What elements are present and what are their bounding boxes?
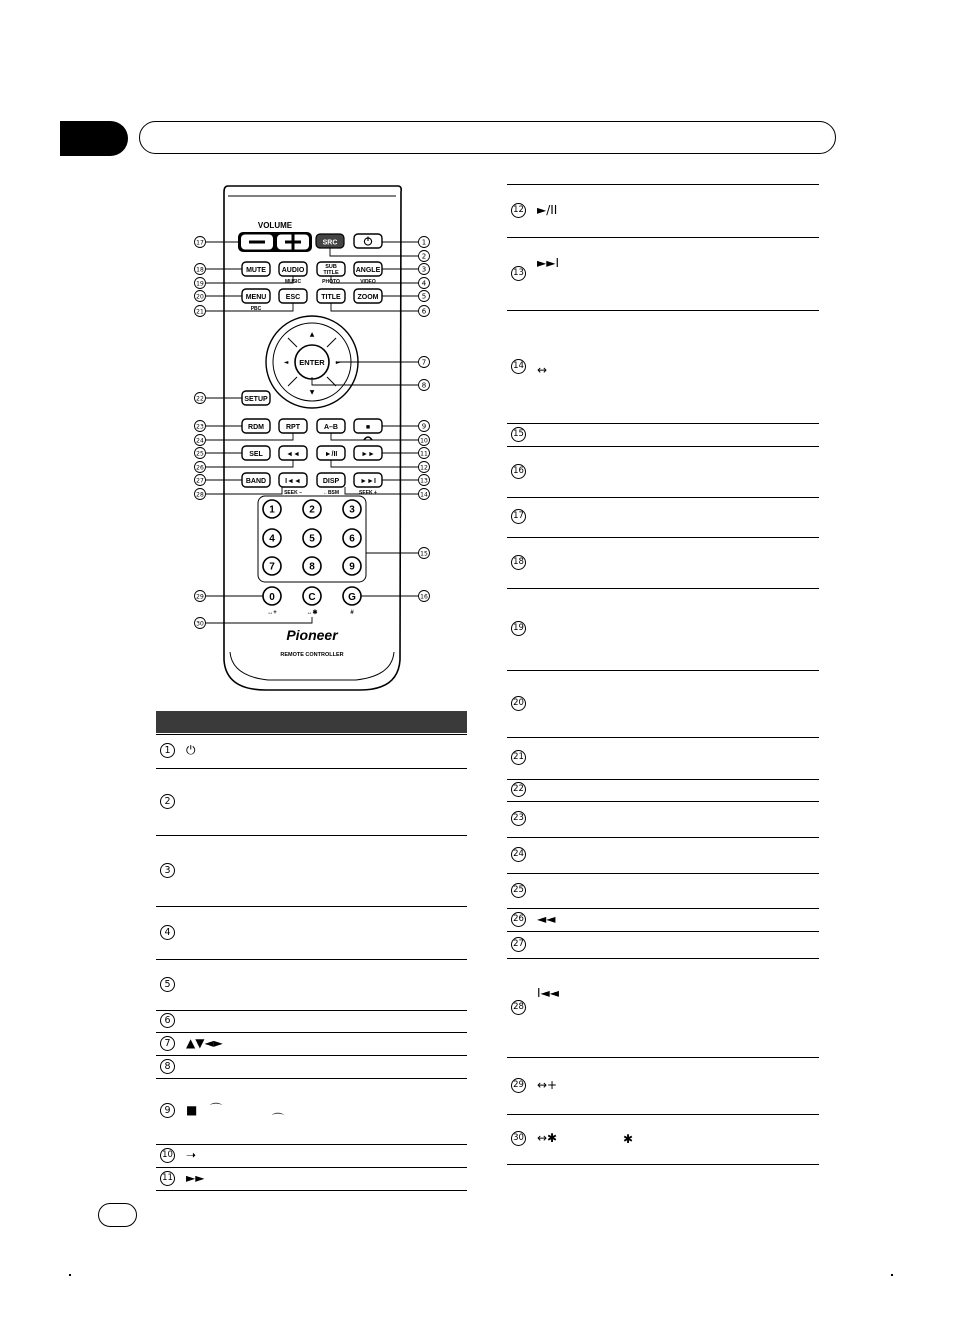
row-number-22: 22 [511, 782, 526, 797]
row-number-9: 9 [160, 1103, 175, 1118]
callout-26: 26 [196, 464, 204, 472]
pbc-sublabel: PBC [250, 306, 262, 312]
row-symbol-1: ⏻ [186, 743, 196, 757]
g-label: G [348, 592, 356, 603]
callout-27: 27 [196, 477, 204, 485]
table-row [507, 737, 819, 779]
callout-1: 1 [421, 238, 427, 247]
left-arrow-icon[interactable]: ◄ [283, 359, 289, 366]
ab-button[interactable] [317, 419, 345, 433]
remote-controller-label: REMOTE CONTROLLER [280, 652, 344, 658]
row-number-12: 12 [511, 203, 526, 218]
row-number-29: 29 [511, 1078, 526, 1093]
mute-label: MUTE [246, 267, 266, 274]
callout-29: 29 [196, 593, 204, 601]
down-arrow-icon[interactable]: ▼ [309, 389, 315, 396]
callout-10: 10 [420, 437, 428, 445]
previous-icon: I◄◄ [285, 478, 301, 485]
angle-button[interactable] [354, 262, 382, 276]
corner-mark-left [69, 1274, 71, 1276]
previous-button[interactable] [279, 473, 307, 487]
table-row [156, 906, 467, 959]
play-pause-button[interactable] [317, 446, 345, 460]
row-symbol-29: ↔+ [537, 1077, 558, 1092]
callout-11: 11 [420, 450, 428, 458]
table-row-divider [156, 1190, 467, 1191]
menu-button[interactable] [242, 289, 270, 303]
disp-button[interactable] [317, 473, 345, 487]
row-number-25: 25 [511, 883, 526, 898]
callout-19: 19 [196, 280, 204, 288]
digit-7-button[interactable] [263, 557, 281, 575]
callout-20: 20 [196, 293, 204, 301]
table-row [507, 779, 819, 801]
rpt-button[interactable] [279, 419, 307, 433]
callout-4: 4 [421, 279, 427, 288]
row-symbol-extra-9-1: ⌒ [272, 1112, 285, 1126]
row-symbol-28: I◄◄ [537, 985, 559, 1000]
callout-13: 13 [420, 477, 428, 485]
table-row [507, 588, 819, 670]
row-symbol-9: ■ [186, 1103, 198, 1117]
zoom-label: ZOOM [357, 294, 379, 301]
title-button[interactable] [317, 289, 345, 303]
callout-28: 28 [196, 491, 204, 499]
up-arrow-icon[interactable]: ▲ [309, 331, 315, 338]
callout-18: 18 [196, 266, 204, 274]
table-row [507, 837, 819, 873]
callout-17: 17 [196, 239, 204, 247]
band-label: BAND [245, 478, 267, 485]
table-row [156, 959, 467, 1010]
row-symbol-13: ►►I [537, 255, 559, 270]
digit-1-button[interactable] [263, 500, 281, 518]
digit-8-label: 8 [309, 561, 315, 573]
table-row [156, 734, 467, 768]
audio-button[interactable] [279, 262, 307, 276]
callout-30: 30 [196, 620, 204, 628]
digit-6-label: 6 [349, 533, 355, 545]
row-number-28: 28 [511, 1000, 526, 1015]
right-arrow-icon[interactable]: ► [335, 359, 341, 366]
callout-9: 9 [421, 422, 427, 431]
pioneer-logo: Pioneer [286, 627, 338, 643]
rewind-button[interactable] [279, 446, 307, 460]
callout-24: 24 [196, 437, 204, 445]
table-row [156, 1078, 467, 1144]
volume-label: VOLUME [257, 221, 293, 230]
callout-7: 7 [421, 358, 427, 367]
table-row [507, 931, 819, 958]
page-number-badge [98, 1203, 137, 1227]
digit-7-label: 7 [269, 561, 275, 573]
row-number-30: 30 [511, 1131, 526, 1146]
row-number-3: 3 [160, 863, 175, 878]
row-symbol-7: ▲▼◄► [186, 1035, 223, 1050]
digit-9-label: 9 [349, 561, 355, 573]
callout-21: 21 [196, 308, 204, 316]
digit-5-button[interactable] [303, 529, 321, 547]
row-symbol-30: ↔✱ [537, 1131, 558, 1145]
callout-12: 12 [420, 464, 428, 472]
row-number-10: 10 [160, 1148, 175, 1163]
table-row [507, 801, 819, 837]
row-number-2: 2 [160, 794, 175, 809]
rpt-label: RPT [286, 424, 300, 431]
digit-8-button[interactable] [303, 557, 321, 575]
stop-button[interactable] [354, 419, 382, 433]
rdm-button[interactable] [242, 419, 270, 433]
row-number-7: 7 [160, 1036, 175, 1051]
rewind-icon: ◄◄ [286, 451, 300, 458]
table-row [156, 835, 467, 906]
row-number-17: 17 [511, 509, 526, 524]
fast-forward-button[interactable] [354, 446, 382, 460]
callout-15: 15 [420, 550, 428, 558]
digit-9-button[interactable] [343, 557, 361, 575]
angle-label: ANGLE [355, 267, 381, 274]
rdm-label: RDM [248, 424, 264, 431]
row-number-24: 24 [511, 847, 526, 862]
next-icon: ►►I [360, 478, 376, 485]
left-table-header [156, 711, 467, 733]
table-row [507, 958, 819, 1057]
callout-16: 16 [420, 593, 428, 601]
subtitle-label-1: SUB [325, 264, 337, 270]
g-button[interactable] [343, 587, 361, 605]
row-number-11: 11 [160, 1171, 175, 1186]
row-number-1: 1 [160, 743, 175, 758]
src-button-label: SRC [322, 239, 338, 247]
zero-label: 0 [269, 592, 275, 603]
table-row [156, 1144, 467, 1167]
ab-label: A–B [323, 424, 339, 431]
table-row [507, 423, 819, 446]
g-sublabel: # [350, 610, 354, 616]
callout-3: 3 [421, 265, 427, 274]
zero-sublabel: ↔+ [267, 610, 277, 616]
photo-sublabel: PHOTO [322, 279, 340, 285]
esc-label: ESC [285, 294, 301, 301]
enter-label: ENTER [299, 358, 325, 367]
row-number-5: 5 [160, 977, 175, 992]
row-number-18: 18 [511, 555, 526, 570]
seek-plus-sublabel: SEEK + [359, 490, 377, 496]
digit-3-label: 3 [349, 504, 355, 516]
row-symbol-extra-9-0: ⌒ [210, 1102, 223, 1116]
corner-mark-right [891, 1274, 893, 1276]
play-pause-icon: ►/II [324, 451, 338, 458]
table-row [507, 670, 819, 737]
row-number-15: 15 [511, 427, 526, 442]
audio-label: AUDIO [281, 267, 305, 274]
video-sublabel: VIDEO [360, 279, 376, 285]
c-button[interactable] [303, 587, 321, 605]
row-number-23: 23 [511, 811, 526, 826]
digit-2-button[interactable] [303, 500, 321, 518]
callout-14: 14 [420, 491, 428, 499]
digit-2-label: 2 [309, 504, 315, 516]
callout-22: 22 [196, 395, 204, 403]
digit-6-button[interactable] [343, 529, 361, 547]
digit-3-button[interactable] [343, 500, 361, 518]
esc-button[interactable] [279, 289, 307, 303]
table-row-divider [507, 1164, 819, 1165]
row-symbol-10: ➝ [186, 1147, 197, 1162]
row-number-16: 16 [511, 464, 526, 479]
callout-23: 23 [196, 423, 204, 431]
section-tab [60, 121, 128, 156]
digit-5-label: 5 [309, 533, 315, 545]
zoom-button[interactable] [354, 289, 382, 303]
callout-8: 8 [421, 381, 427, 390]
table-row [507, 237, 819, 310]
zero-button[interactable] [263, 587, 281, 605]
table-row [507, 310, 819, 423]
callout-25: 25 [196, 450, 204, 458]
row-number-13: 13 [511, 266, 526, 281]
callout-5: 5 [421, 292, 427, 301]
title-label: TITLE [321, 294, 341, 301]
band-button[interactable] [242, 473, 270, 487]
stop-icon: ■ [365, 424, 371, 431]
disp-label: DISP [322, 478, 340, 485]
mute-button[interactable] [242, 262, 270, 276]
subtitle-label-2: TITLE [323, 270, 339, 276]
sel-label: SEL [249, 451, 263, 458]
row-number-6: 6 [160, 1013, 175, 1028]
setup-button[interactable] [242, 391, 270, 405]
music-sublabel: MUSIC [284, 279, 302, 285]
row-symbol-11: ►► [186, 1170, 205, 1185]
table-row [507, 873, 819, 908]
row-number-19: 19 [511, 621, 526, 636]
menu-label: MENU [245, 294, 267, 301]
subtitle-button[interactable] [317, 262, 345, 276]
numeric-keypad [263, 500, 361, 575]
row-symbol-26: ◄◄ [537, 911, 556, 926]
table-row [156, 768, 467, 835]
row-number-14: 14 [511, 359, 526, 374]
row-number-20: 20 [511, 696, 526, 711]
table-row [156, 1055, 467, 1078]
callout-2: 2 [421, 252, 427, 261]
c-label: C [308, 592, 316, 603]
c-sublabel: ↔✱ [306, 610, 318, 616]
setup-label: SETUP [244, 396, 268, 403]
table-row [507, 537, 819, 588]
callout-6: 6 [421, 307, 427, 316]
row-symbol-14: ↔ [537, 362, 548, 377]
remote-control-illustration [150, 180, 470, 700]
digit-4-button[interactable] [263, 529, 281, 547]
sel-button[interactable] [242, 446, 270, 460]
row-number-8: 8 [160, 1059, 175, 1074]
section-title-bar [139, 121, 836, 154]
bsm-sublabel: ←BSM [322, 490, 340, 496]
row-number-26: 26 [511, 912, 526, 927]
table-row [156, 1010, 467, 1032]
table-row [507, 446, 819, 497]
seek-minus-sublabel: SEEK – [284, 490, 302, 496]
row-symbol-12: ►/II [537, 202, 558, 217]
row-number-27: 27 [511, 937, 526, 952]
row-symbol-extra-30-0: ✱ [623, 1132, 634, 1146]
next-button[interactable] [354, 473, 382, 487]
table-row [507, 497, 819, 537]
digit-4-label: 4 [269, 533, 275, 545]
fast-forward-icon: ►► [361, 451, 375, 458]
row-number-21: 21 [511, 750, 526, 765]
digit-1-label: 1 [269, 504, 275, 516]
row-number-4: 4 [160, 925, 175, 940]
